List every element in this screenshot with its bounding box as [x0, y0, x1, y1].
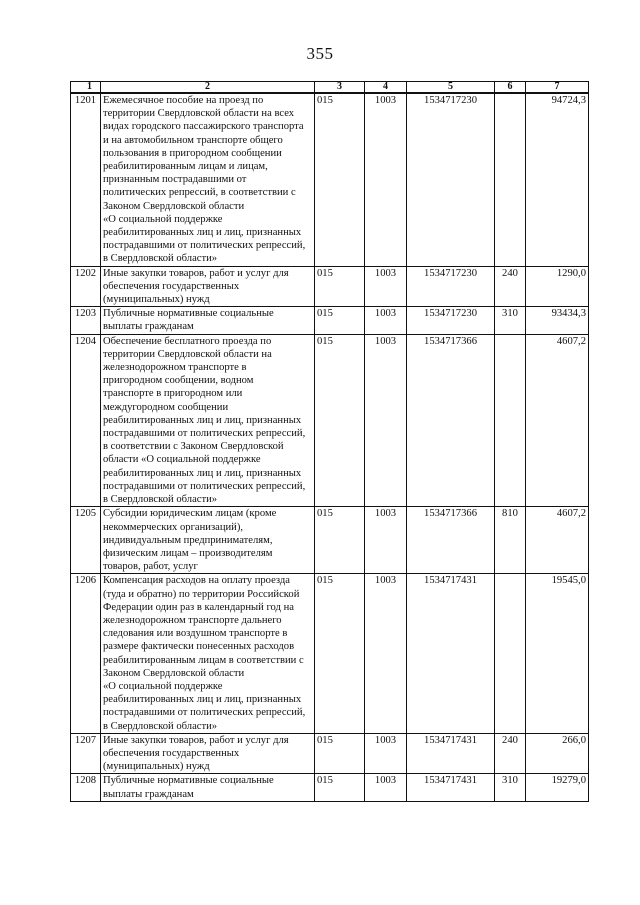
section-code: 1003 [365, 307, 407, 334]
section-code: 1003 [365, 334, 407, 507]
header-cell-4: 4 [365, 82, 407, 94]
section-code: 1003 [365, 266, 407, 307]
table-row [71, 507, 589, 574]
row-number: 1204 [71, 334, 101, 507]
page-number: 355 [306, 44, 334, 63]
row-description: Ежемесячное пособие на проезд по территории Свердловской области на всех видах городского пассажирского транспорта и на автомобильном транспорте общего пользования в пригородном сообщении реабилитированным лицам и лицам, признанным пострадавшими от политических репрессий, в соответствии с Законом Свердловской области «О социальной поддержке реабилитированных лиц и лиц, признанных пострадавшими от политических репрессий, в Свердловской области» [101, 93, 315, 266]
section-code: 1003 [365, 574, 407, 733]
header-cell-3: 3 [315, 82, 365, 94]
row-description: Обеспечение бесплатного проезда по территории Свердловской области на железнодорожном транспорте в пригородном сообщении, водном транспорте в пригородном или междугородном сообщении реабилитированных лиц и лиц, признанных пострадавшими от политических репрессий, в соответствии с Законом Свердловской области «О социальной поддержке реабилитированных лиц и лиц, признанных пострадавшими от политических репрессий, в Свердловской области» [101, 334, 315, 507]
row-number: 1206 [71, 574, 101, 733]
header-cell-2: 2 [101, 82, 315, 94]
header-cell-1: 1 [71, 82, 101, 94]
target-article-code: 1534717230 [407, 93, 495, 266]
row-number: 1205 [71, 507, 101, 574]
row-number: 1202 [71, 266, 101, 307]
amount: 1290,0 [526, 266, 589, 307]
target-article-code: 1534717431 [407, 774, 495, 801]
ministry-code: 015 [315, 266, 365, 307]
row-description: Иные закупки товаров, работ и услуг для обеспечения государственных (муниципальных) нужд [101, 266, 315, 307]
ministry-code: 015 [315, 733, 365, 774]
row-description: Субсидии юридическим лицам (кроме некоммерческих организаций), индивидуальным предпринимателям, физическим лицам – производителям товаров, работ, услуг [101, 507, 315, 574]
row-number: 1203 [71, 307, 101, 334]
row-description: Иные закупки товаров, работ и услуг для обеспечения государственных (муниципальных) нужд [101, 733, 315, 774]
amount: 93434,3 [526, 307, 589, 334]
budget-table [70, 81, 589, 802]
header-cell-5: 5 [407, 82, 495, 94]
ministry-code: 015 [315, 307, 365, 334]
expense-type-code: 310 [495, 307, 526, 334]
row-number: 1201 [71, 93, 101, 266]
ministry-code: 015 [315, 334, 365, 507]
amount: 4607,2 [526, 507, 589, 574]
amount: 266,0 [526, 733, 589, 774]
section-code: 1003 [365, 774, 407, 801]
target-article-code: 1534717230 [407, 266, 495, 307]
amount: 19545,0 [526, 574, 589, 733]
target-article-code: 1534717366 [407, 334, 495, 507]
section-code: 1003 [365, 507, 407, 574]
table-row [71, 574, 589, 733]
expense-type-code: 310 [495, 774, 526, 801]
expense-type-code [495, 93, 526, 266]
expense-type-code [495, 334, 526, 507]
expense-type-code [495, 574, 526, 733]
header-row [71, 82, 589, 94]
target-article-code: 1534717366 [407, 507, 495, 574]
target-article-code: 1534717431 [407, 733, 495, 774]
row-description: Публичные нормативные социальные выплаты гражданам [101, 307, 315, 334]
table-row [71, 93, 589, 266]
expense-type-code: 810 [495, 507, 526, 574]
table-row [71, 334, 589, 507]
row-number: 1208 [71, 774, 101, 801]
expense-type-code: 240 [495, 266, 526, 307]
ministry-code: 015 [315, 574, 365, 733]
header-cell-7: 7 [526, 82, 589, 94]
target-article-code: 1534717230 [407, 307, 495, 334]
row-description: Компенсация расходов на оплату проезда (туда и обратно) по территории Российской Федерации один раз в календарный год на железнодорожном транспорте дальнего следования или воздушном транспорте в размере фактически понесенных расходов реабилитированным лицам в соответствии с Законом Свердловской области «О социальной поддержке реабилитированных лиц и лиц, признанных пострадавшими от политических репрессий, в Свердловской области» [101, 574, 315, 733]
amount: 19279,0 [526, 774, 589, 801]
table-row [71, 733, 589, 774]
section-code: 1003 [365, 93, 407, 266]
ministry-code: 015 [315, 93, 365, 266]
table-row [71, 266, 589, 307]
row-description: Публичные нормативные социальные выплаты гражданам [101, 774, 315, 801]
expense-type-code: 240 [495, 733, 526, 774]
row-number: 1207 [71, 733, 101, 774]
table-row [71, 307, 589, 334]
amount: 94724,3 [526, 93, 589, 266]
table-row [71, 774, 589, 801]
section-code: 1003 [365, 733, 407, 774]
header-cell-6: 6 [495, 82, 526, 94]
amount: 4607,2 [526, 334, 589, 507]
ministry-code: 015 [315, 507, 365, 574]
target-article-code: 1534717431 [407, 574, 495, 733]
ministry-code: 015 [315, 774, 365, 801]
